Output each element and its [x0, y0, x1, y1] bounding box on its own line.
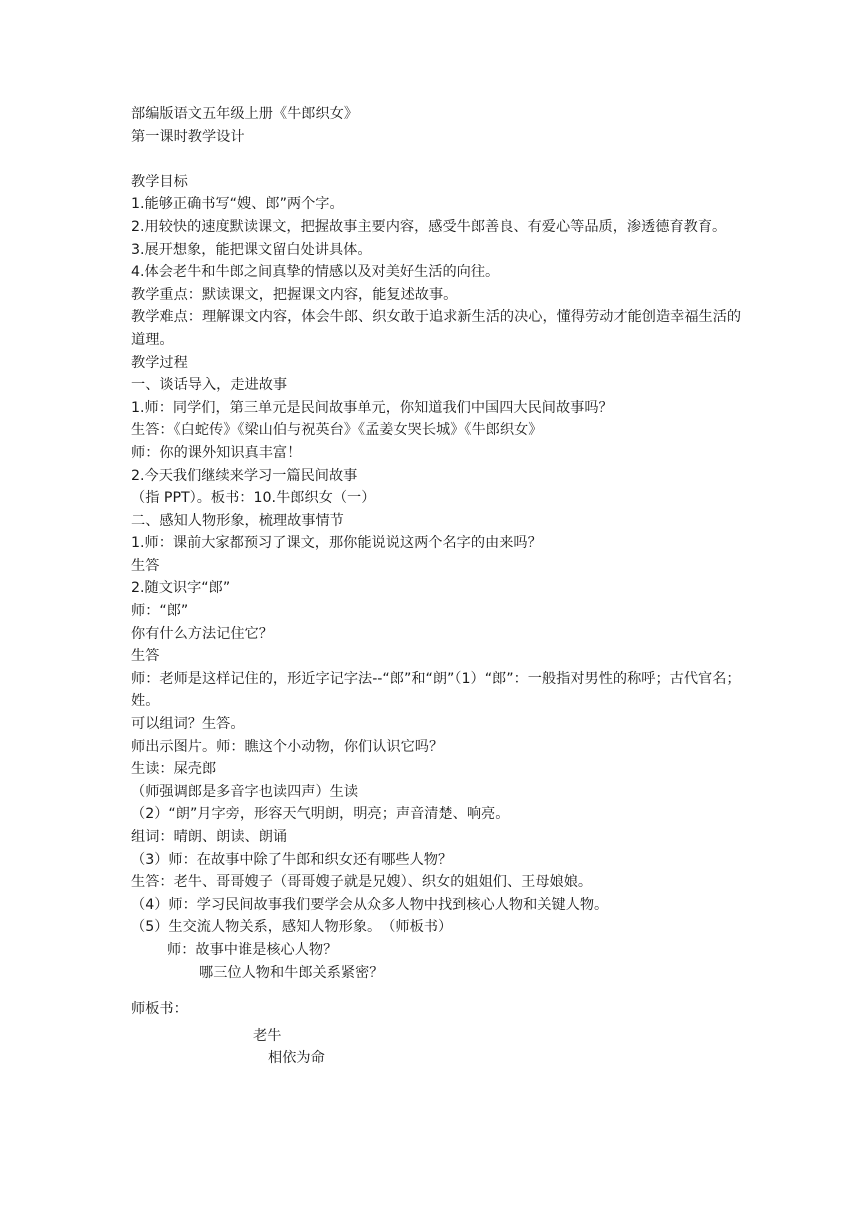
- paragraph: 1.师：课前大家都预习了课文，那你能说说这两个名字的由来吗？: [131, 535, 542, 552]
- goal-item-4: 4.体会老牛和牛郎之间真挚的情感以及对美好生活的向往。: [131, 264, 500, 281]
- board-item: 老牛: [253, 1027, 282, 1044]
- paragraph: （2）“朗”月字旁，形容天气明朗，明亮；声音清楚、响亮。: [131, 806, 510, 823]
- paragraph-indented: 哪三位人物和牛郎关系紧密？: [199, 964, 384, 981]
- goals-heading: 教学目标: [131, 173, 188, 190]
- blank-line: [131, 148, 743, 171]
- paragraph: （4）师：学习民间故事我们要学会从众多人物中找到核心人物和关键人物。: [131, 896, 609, 913]
- document-title: 部编版语文五年级上册《牛郎织女》: [131, 106, 359, 122]
- difficult-point: 教学难点：理解课文内容，体会牛郎、织女敢于追求新生活的决心，懂得劳动才能创造幸福生活的道理。: [131, 309, 742, 348]
- paragraph: （5）生交流人物关系，感知人物形象。 （师板书）: [131, 919, 453, 936]
- key-point: 教学重点：默读课文，把握课文内容，能复述故事。: [131, 286, 458, 303]
- paragraph: （师强调郎是多音字也读四声）生读: [131, 783, 359, 800]
- paragraph-indented: 师：故事中谁是核心人物？: [167, 941, 338, 958]
- document-subtitle: 第一课时教学设计: [131, 128, 245, 145]
- paragraph: 师：你的课外知识真丰富！: [131, 444, 302, 461]
- section-heading-2: 二、感知人物形象，梳理故事情节: [131, 512, 344, 529]
- goal-item-3: 3.展开想象，能把课文留白处讲具体。: [131, 241, 372, 258]
- paragraph: 2.随文识字“郎”: [131, 580, 231, 597]
- section-heading-1: 一、谈话导入，走进故事: [131, 377, 288, 394]
- paragraph: （指 PPT）。板书：10.牛郎织女（一）: [131, 490, 376, 507]
- document-body: [131, 103, 743, 1070]
- paragraph: 你有什么方法记住它？: [131, 625, 273, 642]
- process-heading: 教学过程: [131, 354, 188, 371]
- goal-item-2: 2.用较快的速度默读课文，把握故事主要内容，感受牛郎善良、有爱心等品质，渗透德育教育。: [131, 218, 727, 235]
- paragraph: 师：“郎”: [131, 603, 189, 620]
- paragraph: 生答: [131, 648, 160, 665]
- paragraph: 2.今天我们继续来学习一篇民间故事: [131, 467, 358, 484]
- paragraph: 1.师：同学们，第三单元是民间故事单元，你知道我们中国四大民间故事吗？: [131, 399, 613, 416]
- board-item: 相依为命: [268, 1050, 325, 1067]
- goal-item-1: 1.能够正确书写“嫂、郎”两个字。: [131, 196, 344, 213]
- paragraph: 组词：晴朗、朗读、朗诵: [131, 829, 288, 845]
- paragraph: 师出示图片。师：瞧这个小动物，你们认识它吗？: [131, 738, 444, 755]
- paragraph: （3）师：在故事中除了牛郎和织女还有哪些人物？: [131, 851, 453, 868]
- paragraph: 生答：老牛、哥哥嫂子（哥哥嫂子就是兄嫂）、织女的姐姐们、王母娘娘。: [131, 874, 593, 891]
- paragraph: 生读：屎壳郎: [131, 761, 217, 778]
- paragraph: 生答: [131, 557, 160, 574]
- paragraph: 师：老师是这样记住的，形近字记字法--“郎”和“朗”（1）“郎”：一般指对男性的称呼；古代官名；姓。: [131, 670, 741, 710]
- paragraph: 生答：《白蛇传》《梁山伯与祝英台》《孟姜女哭长城》《牛郎织女》: [131, 422, 543, 439]
- board-heading: 师板书：: [131, 1001, 188, 1018]
- paragraph: 可以组词？生答。: [131, 716, 245, 733]
